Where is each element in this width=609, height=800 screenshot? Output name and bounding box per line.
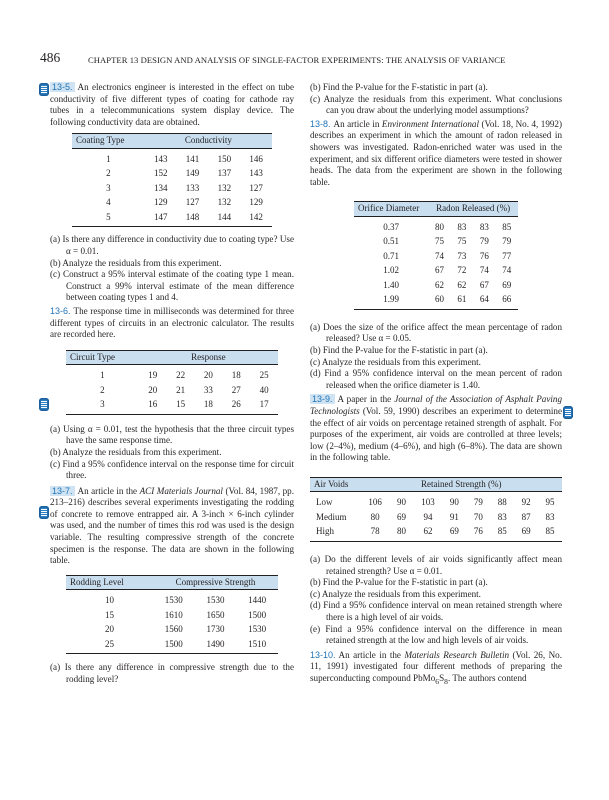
response-time-table: [66, 350, 278, 415]
sub-question: (c) Analyze the residuals from this experiment. What conclusions can you draw about the underlying model assumptions?: [310, 93, 562, 116]
exercise-13-7: [50, 486, 294, 686]
sub-questions: [50, 662, 294, 685]
table-row: 5 147 148 144 142: [72, 210, 272, 227]
sub-question: (a) Is there any difference in conductivity due to coating type? Use α = 0.01.: [50, 234, 294, 256]
sub-question: (b) Analyze the residuals from this experiment.: [50, 257, 222, 268]
table-header: Air Voids: [310, 477, 361, 490]
exercise-number[interactable]: 13-9.: [312, 394, 333, 405]
exercise-text: 13-10. An article in the Materials Research Bulletin (Vol. 26, No. 11, 1991) investigated four different methods of preparing the superconducting compound $PbMo_6S_8$. The authors contend: [310, 649, 562, 686]
retained-strength-table: [310, 477, 562, 542]
table-header: Coating Type: [72, 134, 145, 147]
sub-questions: [50, 424, 294, 482]
sub-question: (b) Analyze the residuals from this experiment.: [50, 446, 222, 457]
note-bubble-icon[interactable]: [39, 506, 49, 519]
sub-questions: [50, 234, 294, 304]
exercise-text: 13-5. An electronics engineer is interested in the effect on tube conductivity of five different types of coating for cathode ray tubes in a telecommunications system display device. The following conductivity data are obtained.: [50, 82, 294, 127]
table-header: Compressive Strength: [153, 575, 278, 588]
table-row: 1.40 62 62 67 69: [383, 279, 512, 290]
table-header: Radon Released (%): [428, 202, 518, 215]
sub-question: (a) Does the size of the orifice affect the mean percentage of radon released? Use α = 0.05.: [310, 321, 562, 344]
table-header: Retained Strength (%): [361, 477, 562, 490]
table-row: 10 1530 1530 1440: [104, 595, 267, 606]
exercise-text: 13-9. A paper in the Journal of the Association of Asphalt Paving Technologists (Vol. 59, 1990) describes an experiment to determine the effect of air voids on percentage retained strength of asphalt. For purposes of the experiment, air voids are controlled at three levels; low (2–4%), medium (4–6%), and high (6–8%). The data are shown in the following table.: [310, 394, 562, 463]
table-row: 0.71 74 73 76 77: [383, 250, 512, 261]
exercise-13-5: [50, 82, 294, 304]
sub-question: (a) Do the different levels of air voids significantly affect mean retained strength? Use α = 0.01.: [310, 553, 562, 576]
table-row: 15 1610 1650 1500: [104, 609, 267, 620]
table-row: Medium 80 69 94 91 70 83 87 83: [316, 511, 555, 522]
note-bubble-icon[interactable]: [39, 83, 49, 96]
sub-questions: [310, 322, 562, 392]
journal-name: ACI Materials Journal: [139, 485, 223, 496]
sub-question: (c) Analyze the residuals from this experiment.: [310, 588, 481, 599]
exercise-text: 13-7. An article in the ACI Materials Journal (Vol. 84, 1987, pp. 213–216) describes several experiments investigating the rodding of concrete to remove entrapped air. A 3-inch × 6-inch cylinder was used, and the number of times this rod was used is the design variable. The resulting compressive strength of the concrete specimen is the response. The data are shown in the following table.: [50, 485, 294, 566]
page-number: 486: [40, 50, 61, 65]
table-row: 1 143 141 150 146: [106, 153, 263, 164]
table-row: High 78 80 62 69 76 85 69 85: [310, 524, 562, 541]
sub-question: (a) Using α = 0.01, test the hypothesis that the three circuit types have the same response time.: [50, 423, 294, 446]
table-row: 1.99 60 61 64 66: [354, 292, 518, 309]
table-header: Response: [139, 350, 278, 363]
exercise-number[interactable]: 13-7.: [52, 485, 73, 496]
note-bubble-icon[interactable]: [39, 398, 49, 411]
table-row: Low 106 90 103 90 79 88 92 95: [316, 497, 555, 508]
compressive-strength-table: [66, 575, 278, 655]
exercise-text: 13-8. An article in Environment International (Vol. 18, No. 4, 1992) describes an experiment in which the amount of radon released in showers was investigated. Radon-enriched water was used in the experiment, and six different orifice diameters were tested in shower heads. The data from the experiment are shown in the following table.: [310, 118, 563, 187]
journal-name: Journal of the Association of Asphalt Paving Technologists: [310, 394, 562, 416]
exercise-number[interactable]: 13-5.: [52, 82, 73, 92]
sub-question: (b) Find the P-value for the F-statistic in part (a).: [310, 345, 488, 356]
note-bubble-icon[interactable]: [563, 406, 573, 419]
exercise-13-9: [310, 394, 562, 646]
table-row: 1.02 67 72 74 74: [383, 265, 512, 276]
sub-question: (b) Find the P-value for the F-statistic in part (a).: [310, 577, 488, 588]
sub-question: (b) Find the P-value for the F-statistic in part (a).: [310, 82, 488, 92]
journal-name: Materials Research Bulletin: [404, 649, 510, 660]
table-row: 0.37 80 83 83 85: [383, 221, 512, 232]
sub-question: (c) Construct a 95% interval estimate of the coating type 1 mean. Construct a 99% interval estimate of the mean difference between coating types 1 and 4.: [50, 269, 294, 303]
exercise-13-8: [310, 119, 562, 392]
exercise-13-10: [310, 650, 562, 688]
sub-questions: [310, 82, 562, 117]
conductivity-table: [72, 133, 272, 227]
sub-question: (e) Find a 95% confidence interval on the difference in mean retained strength at the low and high levels of air voids.: [310, 623, 562, 646]
left-column: [50, 82, 294, 686]
sub-question: (c) Find a 95% confidence interval on the response time for circuit three.: [50, 458, 294, 481]
exercise-number[interactable]: 13-6.: [50, 305, 71, 316]
table-header: Circuit Type: [66, 350, 139, 363]
table-row: 4 129 127 132 129: [106, 197, 263, 208]
exercise-text: 13-6. The response time in milliseconds was determined for three different types of circuits in an electronic calculator. The results are recorded here.: [50, 305, 294, 340]
table-row: 2 20 21 33 27 40: [100, 384, 269, 395]
sub-question: (d) Find a 95% confidence interval on the mean percent of radon released when the orifice diameter is 1.40.: [310, 368, 562, 390]
exercise-number[interactable]: 13-10.: [310, 649, 336, 660]
table-row: 20 1560 1730 1530: [104, 624, 267, 635]
exercise-number[interactable]: 13-8.: [310, 118, 331, 129]
sub-question: (c) Analyze the residuals from this experiment.: [310, 356, 481, 367]
table-row: 3 134 133 132 127: [106, 182, 263, 193]
exercise-13-6: [50, 306, 294, 482]
table-row: 3 16 15 18 26 17: [66, 397, 278, 414]
table-row: 0.51 75 75 79 79: [383, 236, 512, 247]
table-header: Rodding Level: [66, 575, 153, 588]
table-row: 2 152 149 137 143: [106, 168, 263, 179]
radon-table: [354, 201, 518, 310]
table-header: Orifice Diameter: [354, 202, 428, 215]
table-row: 1 19 22 20 18 25: [100, 370, 269, 381]
table-header: Conductivity: [145, 134, 272, 147]
sub-question: (a) Is there any difference in compressive strength due to the rodding level?: [50, 662, 294, 684]
chapter-title: CHAPTER 13 DESIGN AND ANALYSIS OF SINGLE-FACTOR EXPERIMENTS: THE ANALYSIS OF VARIANCE: [88, 55, 506, 65]
table-row: 25 1500 1490 1510: [66, 637, 278, 654]
sub-questions: [310, 554, 562, 647]
journal-name: Environment International: [381, 118, 480, 129]
right-column: [310, 82, 562, 689]
sub-question: (d) Find a 95% confidence interval on mean retained strength where there is a high level of air voids.: [310, 600, 562, 622]
